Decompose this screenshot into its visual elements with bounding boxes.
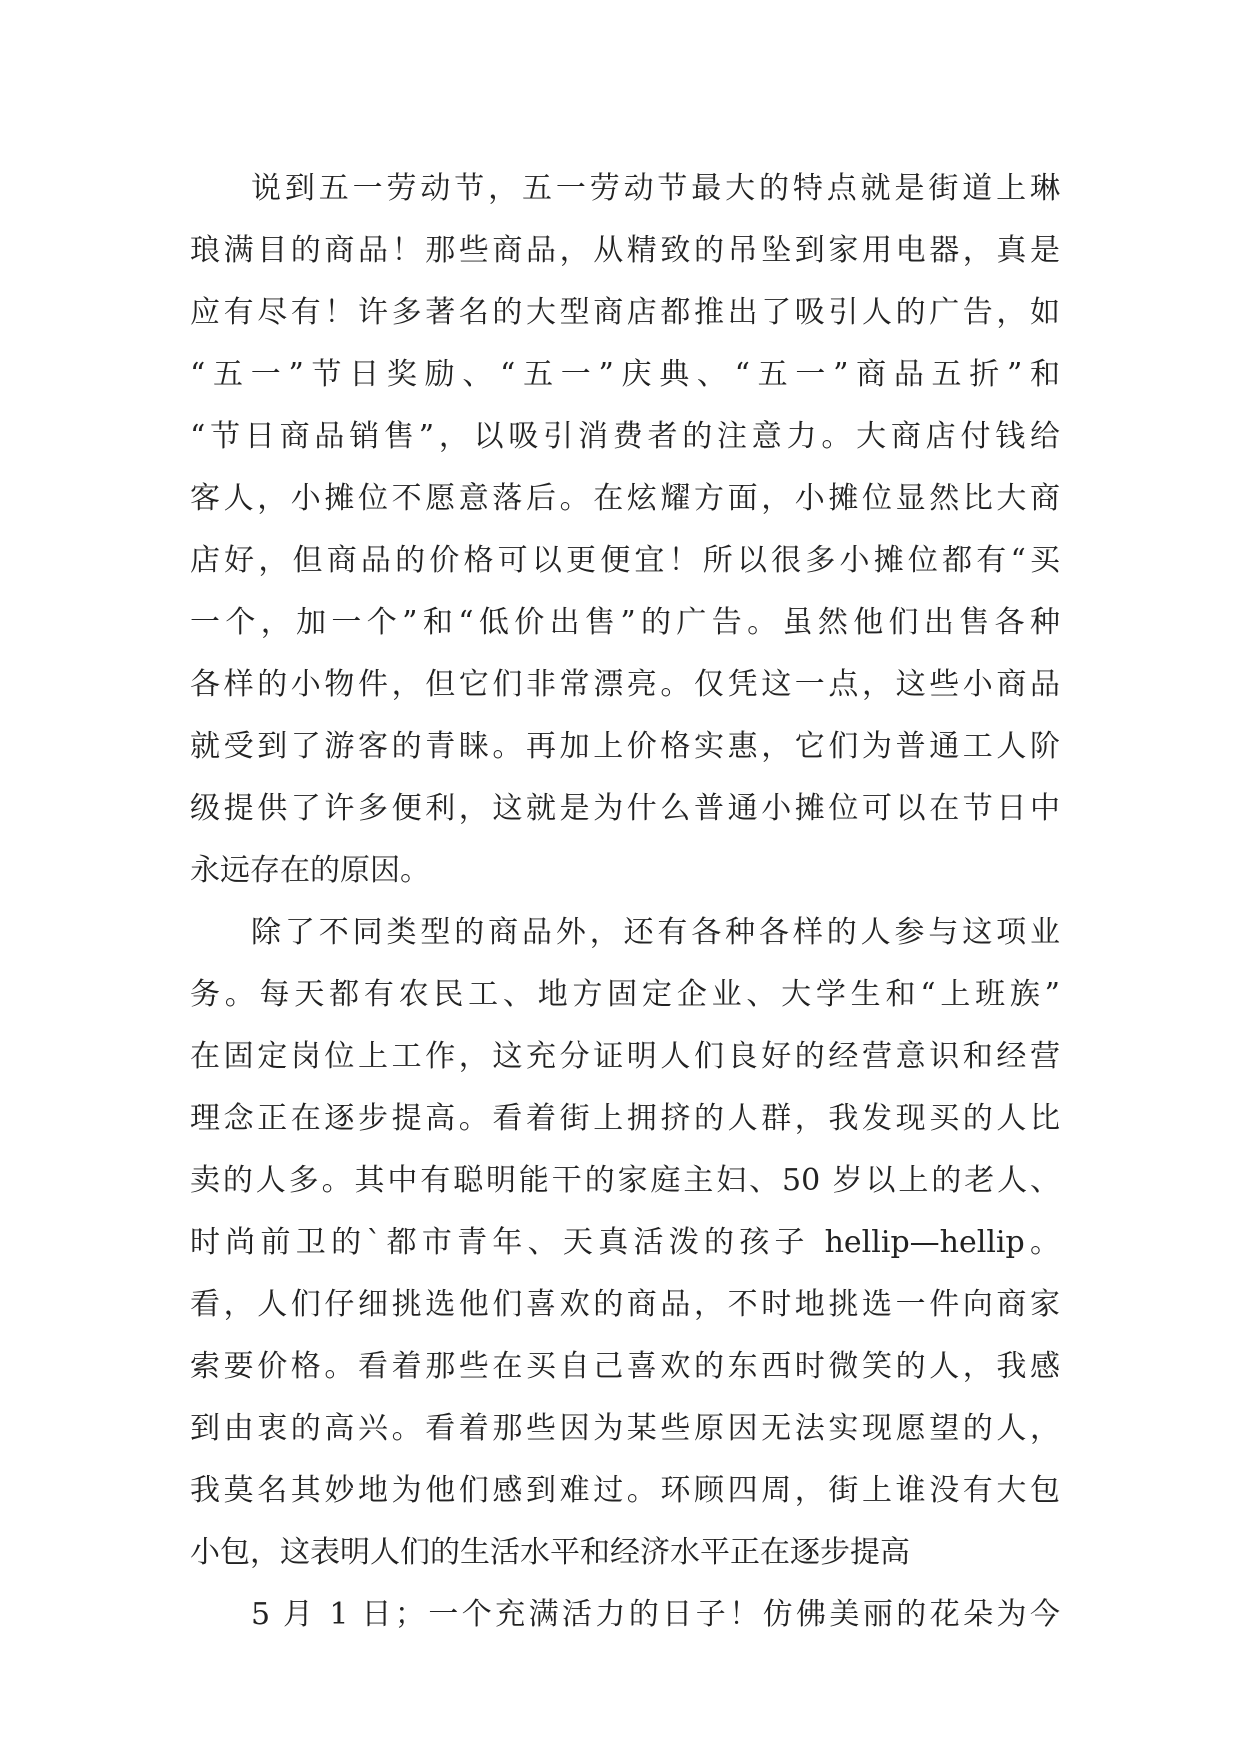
paragraph-line: 务。每天都有农民工、地方固定企业、大学生和“上班族” bbox=[190, 977, 1060, 1012]
paragraph-line: 时尚前卫的`都市青年、天真活泼的孩子 hellip—hellip。 bbox=[190, 1225, 1060, 1260]
paragraph-line: 永远存在的原因。 bbox=[190, 853, 430, 888]
article-body bbox=[190, 158, 1060, 1646]
paragraph-line: 应有尽有！许多著名的大型商店都推出了吸引人的广告，如 bbox=[190, 295, 1060, 330]
paragraph-line: 说到五一劳动节，五一劳动节最大的特点就是街道上琳 bbox=[251, 171, 1060, 206]
paragraph-line: 客人，小摊位不愿意落后。在炫耀方面，小摊位显然比大商 bbox=[190, 481, 1060, 516]
paragraph-line: 小包，这表明人们的生活水平和经济水平正在逐步提高 bbox=[190, 1535, 910, 1570]
paragraph-line: 各样的小物件，但它们非常漂亮。仅凭这一点，这些小商品 bbox=[190, 667, 1060, 702]
paragraph-line: “节日商品销售”，以吸引消费者的注意力。大商店付钱给 bbox=[190, 419, 1060, 454]
paragraph-line: 除了不同类型的商品外，还有各种各样的人参与这项业 bbox=[251, 915, 1060, 950]
paragraph-line: 到由衷的高兴。看着那些因为某些原因无法实现愿望的人， bbox=[190, 1411, 1060, 1446]
paragraph-line: 一个，加一个”和“低价出售”的广告。虽然他们出售各种 bbox=[190, 605, 1060, 640]
paragraph-1 bbox=[190, 158, 1060, 902]
paragraph-2 bbox=[190, 902, 1060, 1584]
paragraph-line: 店好，但商品的价格可以更便宜！所以很多小摊位都有“买 bbox=[190, 543, 1060, 578]
paragraph-line: 卖的人多。其中有聪明能干的家庭主妇、50 岁以上的老人、 bbox=[190, 1163, 1060, 1198]
paragraph-line: 看，人们仔细挑选他们喜欢的商品，不时地挑选一件向商家 bbox=[190, 1287, 1060, 1322]
paragraph-line: 级提供了许多便利，这就是为什么普通小摊位可以在节日中 bbox=[190, 791, 1060, 826]
paragraph-line: 理念正在逐步提高。看着街上拥挤的人群，我发现买的人比 bbox=[190, 1101, 1060, 1136]
paragraph-line: 在固定岗位上工作，这充分证明人们良好的经营意识和经营 bbox=[190, 1039, 1060, 1074]
paragraph-3 bbox=[190, 1584, 1060, 1646]
paragraph-line: 琅满目的商品！那些商品，从精致的吊坠到家用电器，真是 bbox=[190, 233, 1060, 268]
paragraph-line: 我莫名其妙地为他们感到难过。环顾四周，街上谁没有大包 bbox=[190, 1473, 1060, 1508]
paragraph-line: 索要价格。看着那些在买自己喜欢的东西时微笑的人，我感 bbox=[190, 1349, 1060, 1384]
paragraph-line: 5 月 1 日；一个充满活力的日子！仿佛美丽的花朵为今 bbox=[251, 1597, 1060, 1632]
paragraph-line: “五一”节日奖励、“五一”庆典、“五一”商品五折”和 bbox=[190, 357, 1060, 392]
paragraph-line: 就受到了游客的青睐。再加上价格实惠，它们为普通工人阶 bbox=[190, 729, 1060, 764]
